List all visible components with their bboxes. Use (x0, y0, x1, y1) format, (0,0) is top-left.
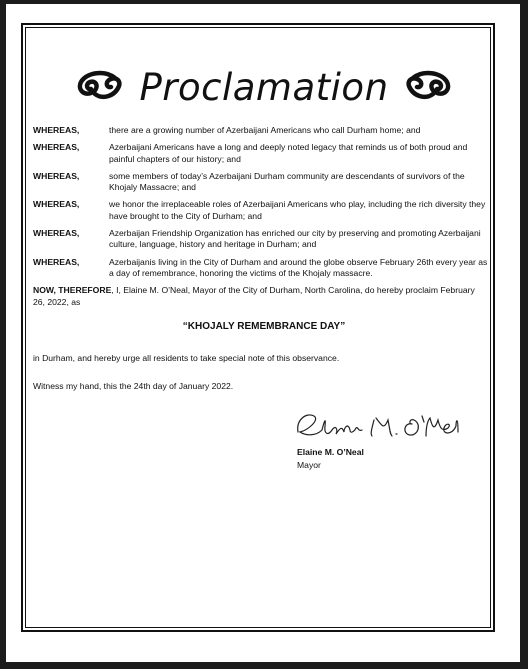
whereas-clause (33, 142, 488, 165)
whereas-clause (33, 257, 488, 280)
right-ornament-icon (405, 70, 453, 105)
page-title: Proclamation (139, 66, 389, 109)
urge-paragraph: in Durham, and hereby urge all residents to take special note of this observance. (33, 353, 340, 363)
now-therefore-keyword: NOW, THEREFORE (33, 285, 112, 296)
clause-keyword: WHEREAS, (33, 142, 80, 153)
clause-keyword: WHEREAS, (33, 256, 80, 267)
title-row (0, 66, 528, 109)
clause-keyword: WHEREAS, (33, 228, 80, 239)
proclamation-headline: “KHOJALY REMEMBRANCE DAY” (182, 321, 346, 332)
now-therefore-text: , I, Elaine M. O’Neal, Mayor of the City of Durham, North Carolina, do hereby proclaim February 26, 2022, as (33, 285, 475, 307)
clause-text: Azerbaijan Friendship Organization has enriched our city by preserving and promoting Azerbaijani culture, language, history and heritage in Durham; and (109, 228, 481, 250)
whereas-clauses (33, 125, 488, 308)
clause-keyword: WHEREAS, (33, 170, 80, 181)
clause-text: Azerbaijani Americans have a long and deeply noted legacy that reminds us of both proud and painful chapters of our history; and (109, 142, 468, 164)
clause-text: some members of today’s Azerbaijani Durham community are descendants of survivors of the Khojaly Massacre; and (109, 170, 465, 193)
now-therefore-paragraph (33, 285, 488, 308)
whereas-clause (33, 199, 488, 222)
clause-keyword: WHEREAS, (33, 125, 80, 135)
signer-name: Elaine M. O’Neal (297, 447, 364, 457)
left-ornament-icon (75, 70, 123, 105)
handwritten-signature (292, 402, 460, 446)
whereas-clause (33, 171, 488, 194)
whereas-clause (33, 228, 488, 251)
clause-text: we honor the irreplaceable roles of Azerbaijani Americans who play, including the rich diversity they have brought to the City of Durham; and (109, 199, 486, 221)
clause-text: Azerbaijanis living in the City of Durham and around the globe observe February 26th every year as a day of remembrance, honoring the victims of the Khojaly massacre. (109, 256, 488, 279)
clause-keyword: WHEREAS, (33, 199, 80, 210)
clause-text: there are a growing number of Azerbaijani Americans who call Durham home; and (109, 125, 421, 135)
signer-title: Mayor (297, 460, 321, 470)
witness-paragraph: Witness my hand, this the 24th day of January 2022. (33, 381, 234, 391)
whereas-clause (33, 125, 488, 136)
